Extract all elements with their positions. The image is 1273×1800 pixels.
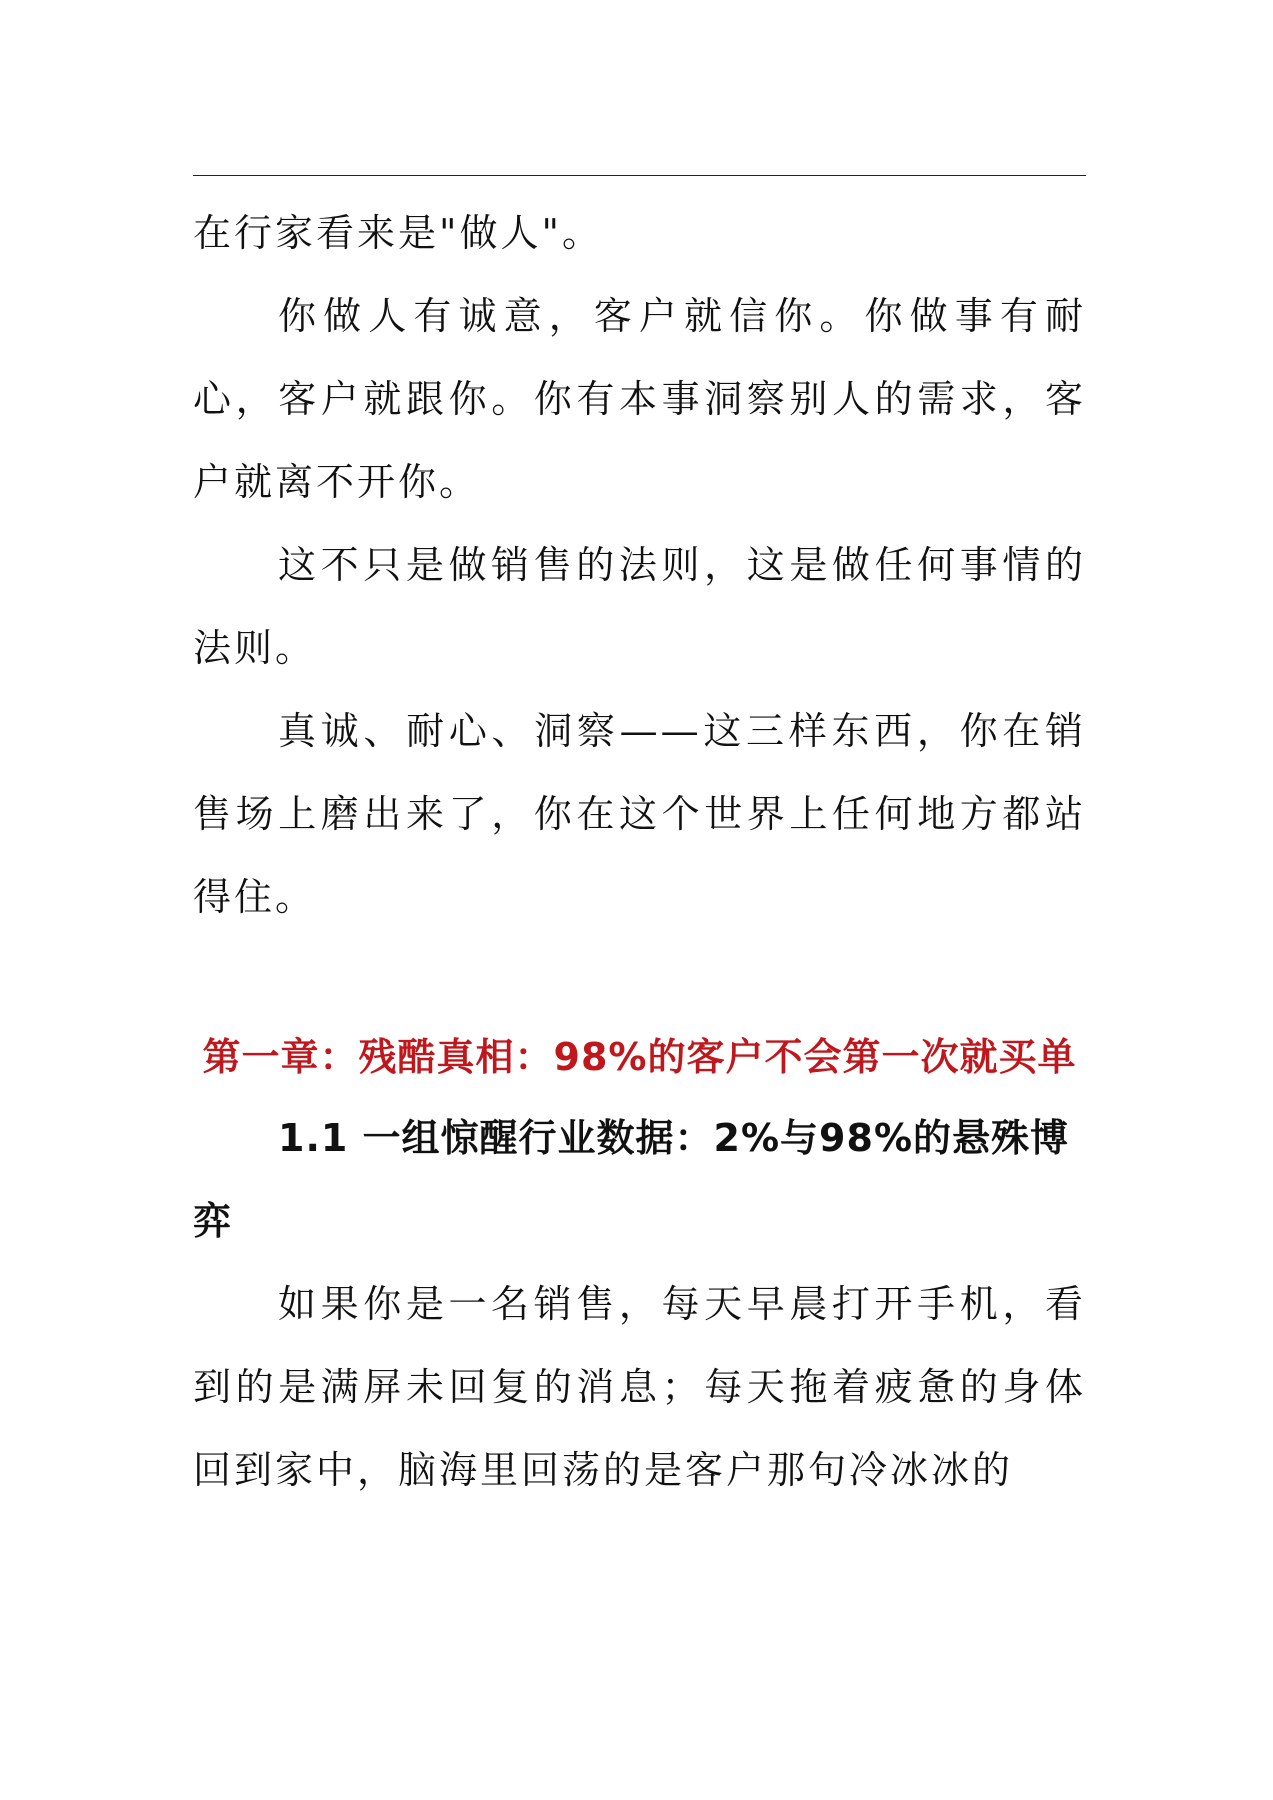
body-paragraph: 如果你是一名销售，每天早晨打开手机，看到的是满屏未回复的消息；每天拖着疲惫的身体回到家中，脑海里回荡的是客户那句冷冰冰的 <box>193 1282 1086 1492</box>
chapter-title: 第一章：残酷真相：98%的客户不会第一次就买单 <box>202 1035 1077 1079</box>
body-paragraph: 真诚、耐心、洞察——这三样东西，你在销售场上磨出来了，你在这个世界上任何地方都站得住。 <box>193 709 1086 919</box>
page-content <box>193 192 1086 1512</box>
body-paragraph: 你做人有诚意，客户就信你。你做事有耐心，客户就跟你。你有本事洞察别人的需求，客户就离不开你。 <box>193 294 1086 504</box>
section-title: 1.1 一组惊醒行业数据：2%与98%的悬殊博弈 <box>193 1116 1070 1243</box>
header-rule <box>193 175 1086 176</box>
body-paragraph: 这不只是做销售的法则，这是做任何事情的法则。 <box>193 543 1086 670</box>
body-paragraph: 在行家看来是"做人"。 <box>193 211 603 255</box>
